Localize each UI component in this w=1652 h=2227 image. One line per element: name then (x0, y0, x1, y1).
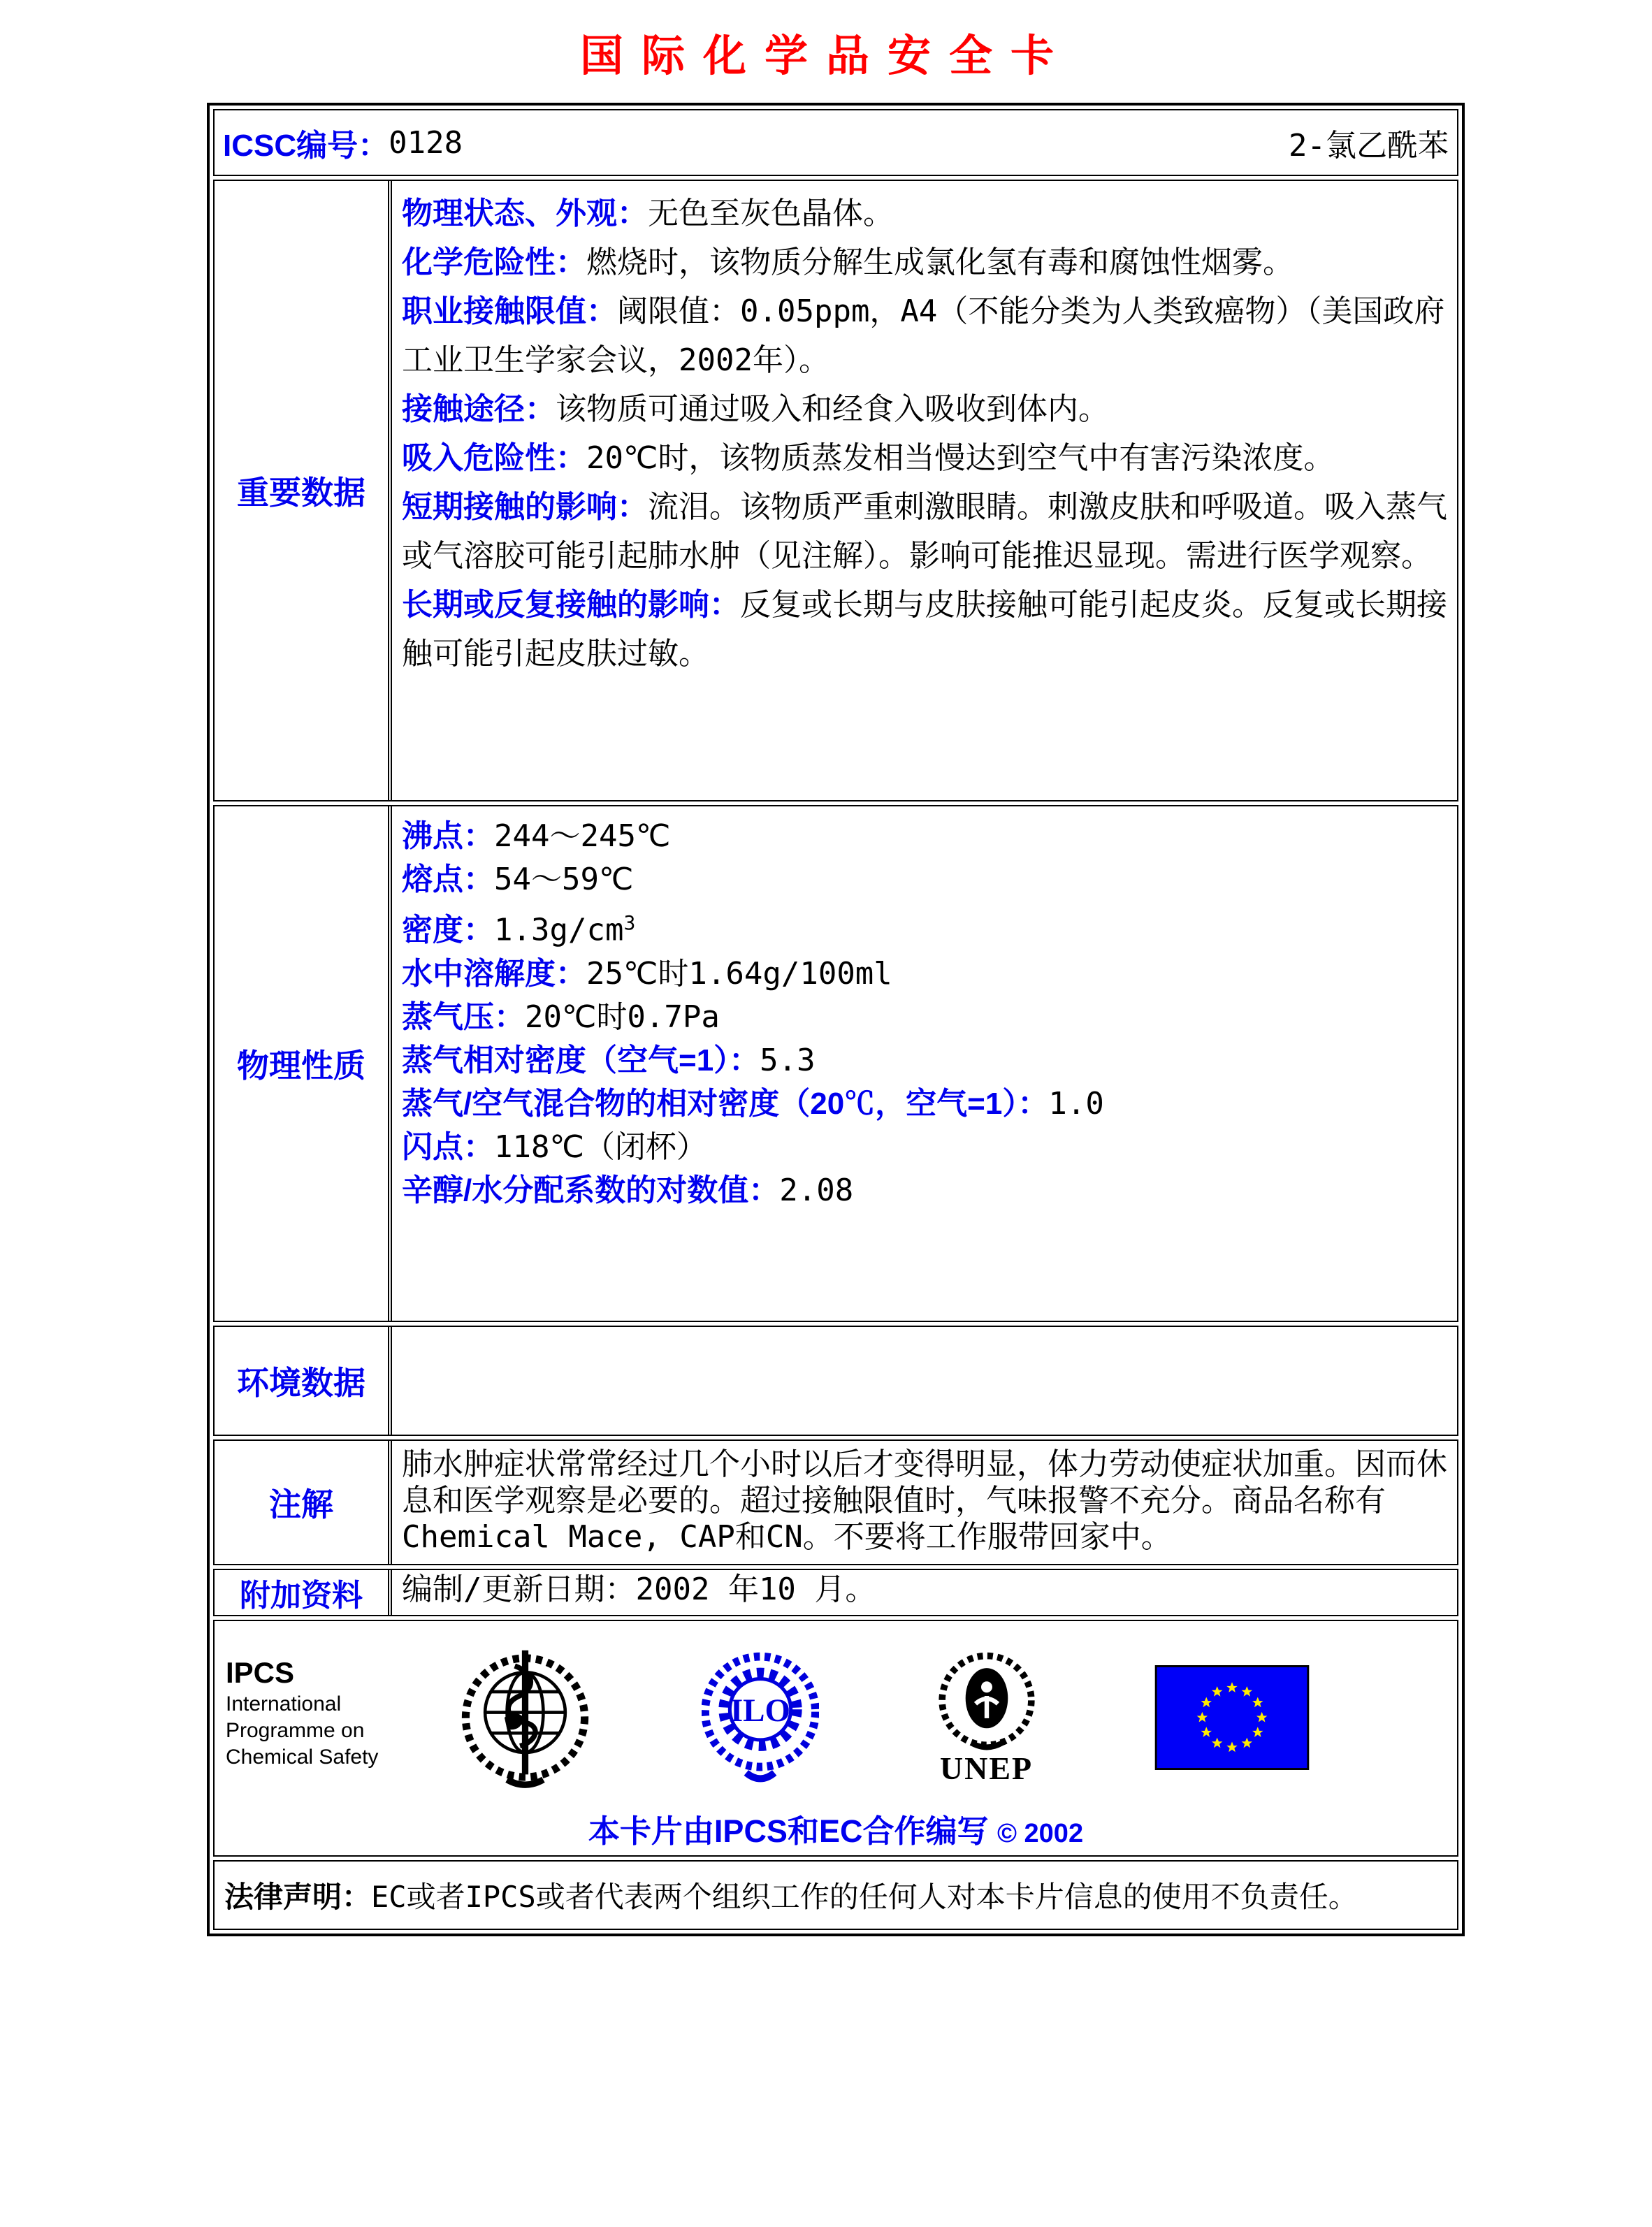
legal-text: EC或者IPCS或者代表两个组织工作的任何人对本卡片信息的使用不负责任。 (371, 1880, 1358, 1914)
notes-content: 肺水肿症状常常经过几个小时以后才变得明显，体力劳动使症状加重。因而休息和医学观察是必要的。超过接触限值时，气味报警不充分。商品名称有Chemical Mace, CAP和CN。不要将工作服带回家中。 (391, 1441, 1457, 1564)
section-notes (213, 1439, 1458, 1565)
property-item: 水中溶解度：25℃时1.64g/100ml (402, 955, 892, 992)
eu-flag (1154, 1665, 1310, 1770)
unep-caption: UNEP (939, 1750, 1034, 1786)
section-additional-info (213, 1569, 1458, 1616)
icsc-number-value: 0128 (389, 124, 463, 161)
environmental-data-content (391, 1327, 1457, 1435)
credit-text: 本卡片由IPCS和EC合作编写 (588, 1813, 989, 1849)
ipcs-line: Chemical Safety (226, 1746, 379, 1769)
credit-line (215, 1806, 1457, 1851)
section-label-environmental-data: 环境数据 (215, 1327, 389, 1435)
property-item: 蒸气压：20℃时0.7Pa (402, 999, 720, 1035)
legal-row (213, 1860, 1458, 1930)
ipcs-line: International (226, 1692, 342, 1715)
ipcs-text-block (226, 1655, 428, 1771)
page-title: 国际化学品安全卡 (579, 30, 1072, 81)
logo-strip (340, 1645, 1429, 1790)
property-item: 闪点：118℃（闭杯） (402, 1129, 707, 1165)
section-label-physical-properties: 物理性质 (215, 806, 389, 1321)
property-item: 蒸气/空气混合物的相对密度（20℃，空气=1）：1.0 (402, 1085, 1104, 1122)
who-logo (461, 1645, 590, 1790)
data-item: 短期接触的影响：流泪。该物质严重刺激眼睛。刺激皮肤和呼吸道。吸入蒸气或气溶胶可能引起肺水肿（见注解）。影响可能推迟显现。需进行医学观察。 (402, 489, 1447, 574)
property-item: 辛醇/水分配系数的对数值：2.08 (402, 1172, 854, 1208)
section-physical-properties (213, 805, 1458, 1322)
copyright: © 2002 (997, 1819, 1084, 1848)
additional-info-content: 编制/更新日期：2002 年10 月。 (391, 1570, 1457, 1615)
property-item: 密度：$1.3g/cm^3$ (402, 911, 636, 948)
property-item: 蒸气相对密度（空气=1）：5.3 (402, 1042, 816, 1078)
icsc-card (207, 103, 1465, 1936)
ipcs-line: Programme on (226, 1719, 365, 1742)
ipcs-title: IPCS (226, 1656, 295, 1689)
section-environmental-data (213, 1326, 1458, 1436)
data-item: 接触途径：该物质可通过吸入和经食入吸收到体内。 (402, 391, 1109, 427)
section-label-notes: 注解 (215, 1441, 389, 1564)
footer-row (213, 1620, 1458, 1857)
chemical-name: 2-氯乙酰苯 (1289, 128, 1449, 164)
section-label-important-data: 重要数据 (215, 181, 389, 800)
physical-properties-content (391, 806, 1457, 1321)
unep-emblem (931, 1649, 1043, 1754)
superscript: 3 (623, 911, 636, 934)
data-item: 长期或反复接触的影响：反复或长期与皮肤接触可能引起皮炎。反复或长期接触可能引起皮肤过敏。 (402, 587, 1447, 672)
property-item: 熔点：54～59℃ (402, 862, 634, 897)
data-item: 吸入危险性：20℃时，该物质蒸发相当慢达到空气中有害污染浓度。 (402, 440, 1335, 476)
data-item: 职业接触限值：阈限值：0.05ppm，A4（不能分类为人类致癌物）（美国政府工业卫生学家会议，2002年）。 (402, 293, 1445, 378)
header-row (213, 109, 1458, 176)
data-item: 物理状态、外观：无色至灰色晶体。 (402, 196, 894, 231)
data-item: 化学危险性：燃烧时，该物质分解生成氯化氢有毒和腐蚀性烟雾。 (402, 245, 1294, 280)
important-data-content (391, 181, 1457, 800)
section-important-data (213, 180, 1458, 801)
property-item: 沸点：244～245℃ (402, 818, 671, 854)
unep-logo (931, 1649, 1043, 1787)
svg-text:ILO: ILO (730, 1692, 790, 1729)
icsc-number-label: ICSC编号： (223, 129, 389, 163)
section-label-additional-info: 附加资料 (215, 1570, 389, 1615)
ilo-logo (702, 1646, 819, 1790)
legal-label: 法律声明： (224, 1880, 372, 1913)
